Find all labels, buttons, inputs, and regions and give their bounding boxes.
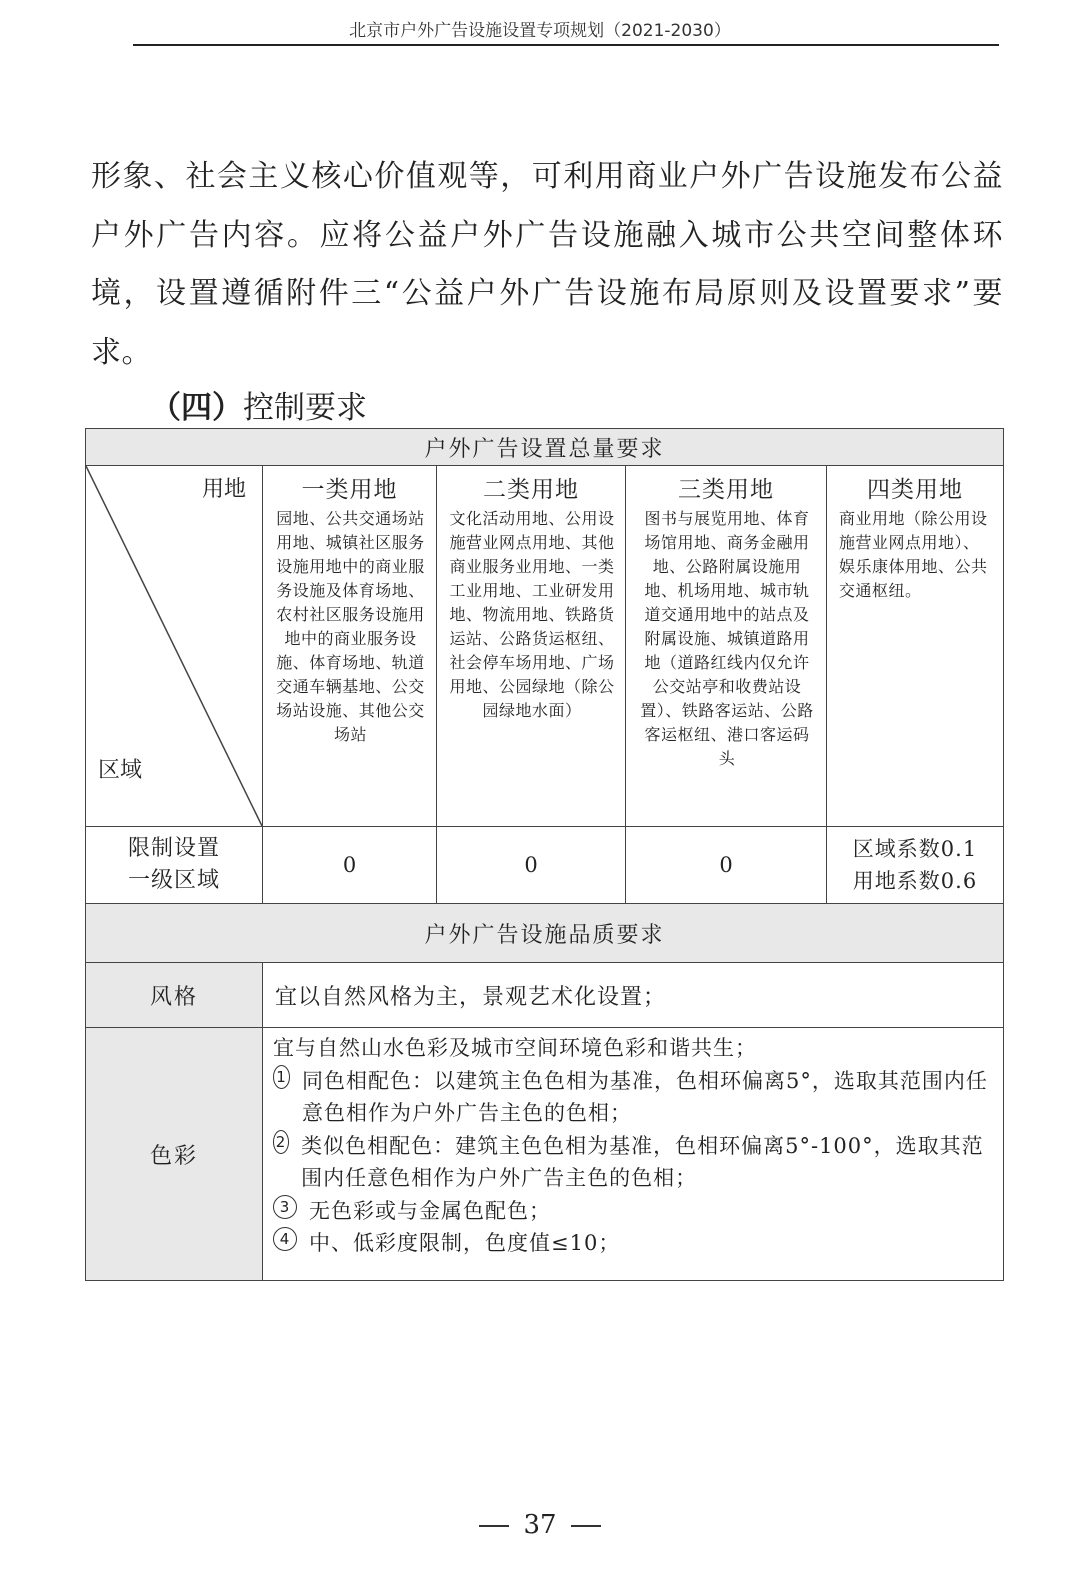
circled-number-icon: 1 xyxy=(273,1065,290,1089)
category-2-title: 二类用地 xyxy=(483,477,579,503)
category-4-title: 四类用地 xyxy=(867,477,963,503)
category-3-desc: 图书与展览用地、体育场馆用地、商务金融用地、公路附属设施用地、机场用地、城市轨道交通用地中的站点及附属设施、城镇道路用地（道路红线内仅允许公交站亭和收费站设置）、铁路客运站、公路客运枢纽、港口客运码头 xyxy=(640,509,814,768)
quality-requirement-band: 户外广告设施品质要求 xyxy=(86,904,1004,963)
value-category-2: 0 xyxy=(437,827,626,904)
value-category-3: 0 xyxy=(626,827,827,904)
color-label: 色彩 xyxy=(86,1028,263,1281)
category-2-cell xyxy=(437,466,626,827)
header-rule xyxy=(133,44,999,46)
land-coefficient: 用地系数0.6 xyxy=(852,869,978,893)
circled-number-icon: 4 xyxy=(273,1227,297,1251)
region-coefficient: 区域系数0.1 xyxy=(852,837,978,861)
page-number xyxy=(0,1510,1080,1540)
color-item-4-text: 中、低彩度限制，色度值≤10； xyxy=(309,1231,621,1255)
category-2-desc: 文化活动用地、公用设施营业网点用地、其他商业服务业用地、一类工业用地、工业研发用地、物流用地、铁路货运站、公路货运枢纽、社会停车场用地、广场用地、公园绿地（除公园绿地水面） xyxy=(449,509,615,720)
circled-number-icon: 2 xyxy=(273,1130,289,1154)
value-category-1: 0 xyxy=(263,827,437,904)
body-paragraph: 形象、社会主义核心价值观等，可利用商业户外广告设施发布公益户外广告内容。应将公益户外广告设施融入城市公共空间整体环境，设置遵循附件三“公益户外广告设施布局原则及设置要求”要求。 xyxy=(91,159,1003,370)
page-dash-right xyxy=(571,1525,601,1527)
category-4-cell xyxy=(827,466,1004,827)
control-requirements-table xyxy=(85,428,1004,1281)
category-3-title: 三类用地 xyxy=(678,477,774,503)
style-label: 风格 xyxy=(86,963,263,1028)
coefficient-cell xyxy=(827,827,1004,904)
category-1-title: 一类用地 xyxy=(301,477,398,503)
color-item-4 xyxy=(273,1227,993,1260)
section-title: 控制要求 xyxy=(243,390,367,426)
color-item-1-text: 同色相配色：以建筑主色色相为基准，色相环偏离5°，选取其范围内任意色相作为户外广告主色的色相； xyxy=(301,1068,988,1125)
diagonal-header-cell xyxy=(86,466,263,827)
color-item-1 xyxy=(273,1065,993,1130)
color-item-2 xyxy=(273,1130,993,1195)
circled-number-icon: 3 xyxy=(273,1195,297,1219)
region-label-line-1: 限制设置 xyxy=(127,836,220,861)
section-number: （四） xyxy=(150,390,243,426)
color-requirements xyxy=(263,1028,1004,1281)
section-heading xyxy=(150,382,367,427)
color-item-2-text: 类似色相配色：建筑主色色相为基准，色相环偏离5°-100°，选取其范围内任意色相作为户外广告主色的色相； xyxy=(301,1133,984,1190)
style-text: 宜以自然风格为主，景观艺术化设置； xyxy=(263,963,1004,1028)
running-header: 北京市户外广告设施设置专项规划（2021-2030） xyxy=(349,21,731,41)
total-requirement-band: 户外广告设置总量要求 xyxy=(86,429,1004,466)
color-item-3-text: 无色彩或与金属色配色； xyxy=(309,1198,551,1223)
color-item-3 xyxy=(273,1195,993,1228)
category-3-cell xyxy=(626,466,827,827)
color-intro: 宜与自然山水色彩及城市空间环境色彩和谐共生； xyxy=(273,1036,757,1060)
category-4-desc: 商业用地（除公用设施营业网点用地）、娱乐康体用地、公共交通枢纽。 xyxy=(839,509,988,600)
region-axis-label: 区域 xyxy=(98,758,143,783)
category-1-desc: 园地、公共交通场站用地、城镇社区服务设施用地中的商业服务设施及体育场地、农村社区服务设施用地中的商业服务设施、体育场地、轨道交通车辆基地、公交场站设施、其他公交场站 xyxy=(276,509,425,744)
region-label-line-2: 一级区域 xyxy=(127,868,220,893)
page-number-value: 37 xyxy=(523,1510,557,1540)
region-label-cell xyxy=(86,827,263,904)
category-1-cell xyxy=(263,466,437,827)
land-use-label: 用地 xyxy=(201,477,246,502)
page-dash-left xyxy=(479,1525,509,1527)
